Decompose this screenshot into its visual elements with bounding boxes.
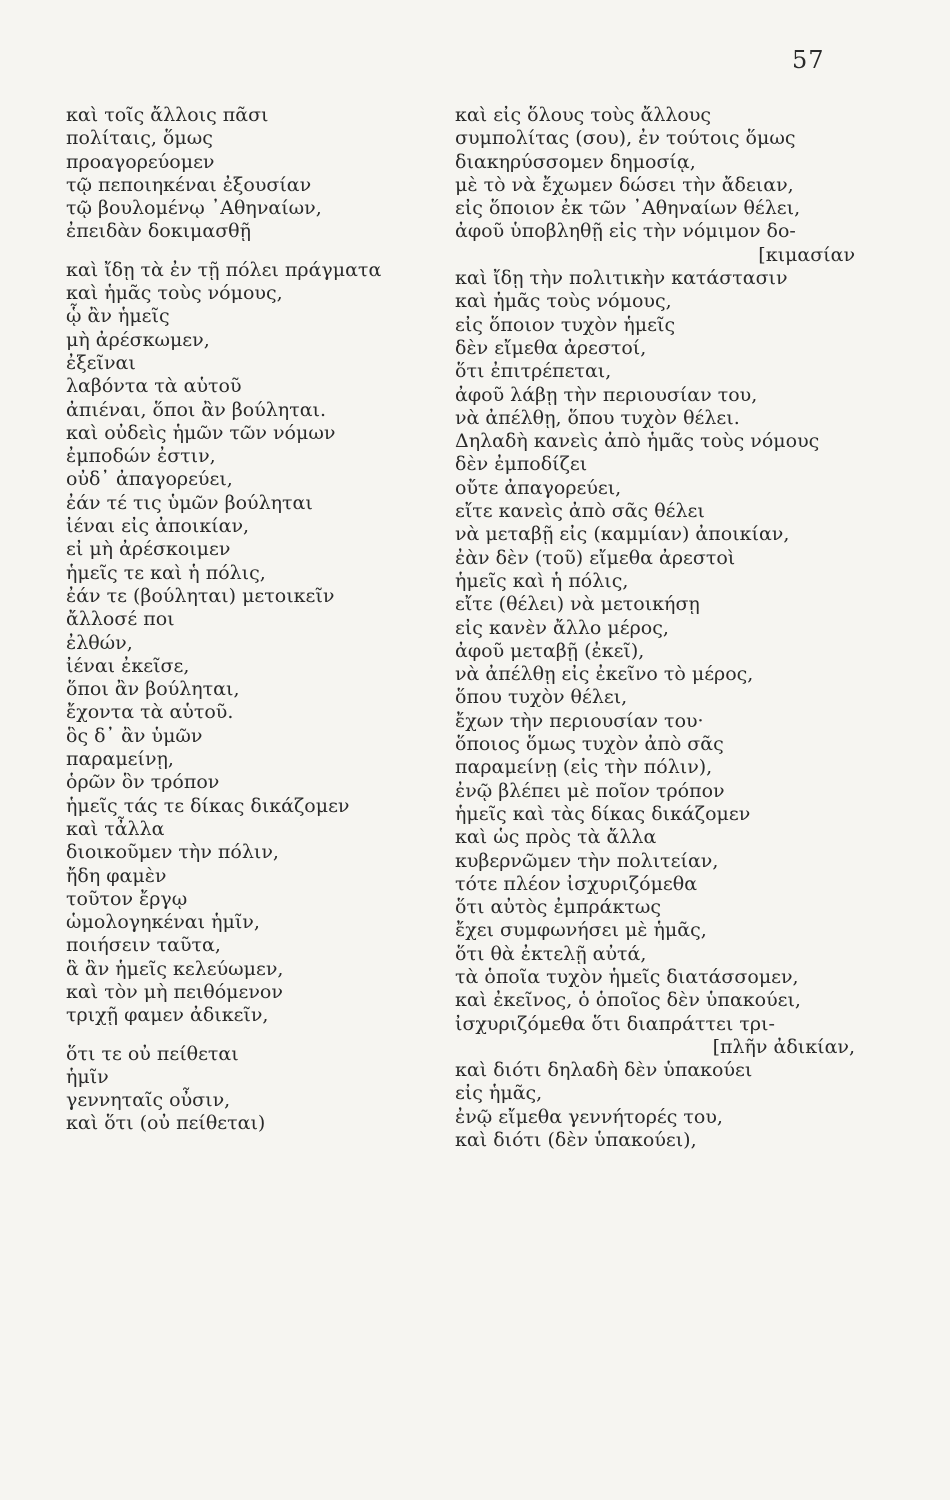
original-text-line: ὅποι ἂν βούληται, (66, 678, 240, 701)
original-text-line: ἐάν τε (βούληται) μετοικεῖν (66, 584, 335, 607)
original-text-line: ἃ ἂν ἡμεῖς κελεύωμεν, (66, 957, 284, 980)
original-text-line: καὶ ἡμᾶς τοὺς νόμους, (66, 282, 283, 305)
original-text-line: διοικοῦμεν τὴν πόλιν, (66, 841, 279, 864)
translation-text-line: καὶ ἡμᾶς τοὺς νόμους, (455, 290, 672, 313)
translation-text-line: καὶ εἰς ὅλους τοὺς ἄλλους (455, 104, 712, 126)
translation-text-line: ἐὰν δὲν (τοῦ) εἴμεθα ἀρεστοὶ (455, 546, 736, 569)
original-text-line: ᾧ ἂν ἡμεῖς (66, 305, 170, 328)
original-text-line: καὶ τοῖς ἄλλοις πᾶσι (66, 104, 269, 126)
translation-text-line: εἴτε κανεὶς ἀπὸ σᾶς θέλει (455, 500, 705, 523)
translation-text-line: δὲν εἴμεθα ἀρεστοί, (455, 336, 647, 359)
original-text-line: καὶ τὸν μὴ πειθόμενον (66, 980, 283, 1003)
original-text-line: ἡμεῖς τε καὶ ἡ πόλις, (66, 561, 266, 584)
translation-text-line: ἀφοῦ μεταβῇ (ἐκεῖ), (455, 639, 645, 662)
original-text-line: καὶ τἆλλα (66, 817, 165, 840)
translation-text-line: εἰς ἡμᾶς, (455, 1082, 543, 1105)
original-text-line: τῷ βουλομένῳ ᾿Αθηναίων, (66, 197, 322, 220)
original-text-line: ἐάν τέ τις ὑμῶν βούληται (66, 491, 313, 514)
translation-text-line: ὅπου τυχὸν θέλει, (455, 686, 628, 709)
translation-text-line: ὅτι θὰ ἐκτελῇ αὐτά, (455, 942, 647, 965)
translation-text-line: ὅτι αὐτὸς ἐμπράκτως (455, 896, 662, 919)
translation-text-line: ἀφοῦ ὑποβληθῇ εἰς τὴν νόμιμον δο- (455, 220, 796, 243)
original-text-line: τῷ πεποιηκέναι ἐξουσίαν (66, 173, 312, 196)
original-text-line: ἐμποδών ἐστιν, (66, 445, 216, 468)
original-text-line: καὶ ὅτι (οὐ πείθεται) (66, 1112, 266, 1135)
translation-text-line: καὶ ἐκεῖνος, ὁ ὁποῖος δὲν ὑπακούει, (455, 989, 801, 1012)
translation-text-line: τὰ ὁποῖα τυχὸν ἡμεῖς διατάσσομεν, (455, 965, 799, 988)
translation-text-line: καὶ ὡς πρὸς τὰ ἄλλα (455, 826, 657, 849)
original-text-line: ἐλθών, (66, 631, 133, 654)
original-text-line: ποιήσειν ταῦτα, (66, 934, 221, 957)
translation-text-line: τότε πλέον ἰσχυριζόμεθα (455, 872, 698, 895)
translation-text-line: καὶ διότι (δὲν ὑπακούει), (455, 1129, 697, 1152)
translation-text-line: οὔτε ἀπαγορεύει, (455, 476, 622, 499)
translation-text-line: ἡμεῖς καὶ ἡ πόλις, (455, 569, 629, 592)
original-text-line: ἡμεῖς τάς τε δίκας δικάζομεν (66, 794, 350, 817)
translation-text-line: μὲ τὸ νὰ ἔχωμεν δώσει τὴν ἄδειαν, (455, 173, 794, 196)
translation-text-line: διακηρύσσομεν δημοσίᾳ, (455, 150, 696, 173)
greek-original-column (66, 104, 466, 1136)
original-text-line: τοῦτον ἔργῳ (66, 887, 188, 910)
translation-text-line: ὅτι ἐπιτρέπεται, (455, 360, 612, 383)
original-text-line: πολίταις, ὅμως (66, 127, 213, 150)
original-text-line: ἐπειδὰν δοκιμασθῇ (66, 220, 252, 243)
translation-text-line: εἰς ὅποιον ἐκ τῶν ᾿Αθηναίων θέλει, (455, 197, 801, 220)
original-text-line: καὶ οὐδεὶς ἡμῶν τῶν νόμων (66, 421, 336, 444)
translation-text-line: [κιμασίαν (758, 243, 855, 266)
translation-text-line: ἡμεῖς καὶ τὰς δίκας δικάζομεν (455, 802, 751, 825)
original-text-line (66, 1028, 466, 1043)
original-text-line: ἐξεῖναι (66, 351, 136, 374)
translation-text-line: ἔχων τὴν περιουσίαν του· (455, 709, 704, 732)
translation-text-line: εἴτε (θέλει) νὰ μετοικήσῃ (455, 593, 700, 616)
original-text-line: τριχῇ φαμεν ἀδικεῖν, (66, 1004, 269, 1027)
original-text-line: ἀπιέναι, ὅποι ἂν βούληται. (66, 398, 327, 421)
translation-text-line: νὰ ἀπέλθῃ, ὅπου τυχὸν θέλει. (455, 406, 740, 429)
translation-text-line: ἐνῷ εἴμεθα γεννήτορές του, (455, 1105, 723, 1128)
original-text-line: ὅτι τε οὐ πείθεται (66, 1042, 239, 1065)
translation-text-line: ὅποιος ὅμως τυχὸν ἀπὸ σᾶς (455, 733, 724, 756)
original-text-line: γεννηταῖς οὖσιν, (66, 1089, 231, 1112)
translation-text-line: [πλῆν ἀδικίαν, (712, 1035, 855, 1058)
page-number: 57 (792, 46, 825, 74)
original-text-line: ὡμολογηκέναι ἡμῖν, (66, 911, 260, 934)
translation-text-line: νὰ ἀπέλθῃ εἰς ἐκεῖνο τὸ μέρος, (455, 663, 754, 686)
translation-text-line: εἰς ὅποιον τυχὸν ἡμεῖς (455, 313, 676, 336)
original-text-line: ὃς δ᾿ ἂν ὑμῶν (66, 724, 203, 747)
translation-text-line: ἰσχυριζόμεθα ὅτι διαπράττει τρι- (455, 1012, 775, 1035)
translation-text-line: νὰ μεταβῇ εἰς (καμμίαν) ἀποικίαν, (455, 523, 790, 546)
translation-text-line: συμπολίτας (σου), ἐν τούτοις ὅμως (455, 127, 796, 150)
original-text-line: ἤδη φαμὲν (66, 864, 167, 887)
original-text-line: ἔχοντα τὰ αὑτοῦ. (66, 701, 234, 724)
original-text-line: παραμείνῃ, (66, 748, 174, 771)
translation-text-line: δὲν ἐμποδίζει (455, 453, 588, 476)
original-text-line: προαγορεύομεν (66, 150, 215, 173)
original-text-line: μὴ ἀρέσκωμεν, (66, 328, 210, 351)
translation-text-line: ἐνῷ βλέπει μὲ ποῖον τρόπον (455, 779, 725, 802)
original-text-line: καὶ ἴδῃ τὰ ἐν τῇ πόλει πράγματα (66, 258, 382, 281)
translation-text-line: καὶ διότι δηλαδὴ δὲν ὑπακούει (455, 1059, 753, 1082)
original-text-line: ἄλλοσέ ποι (66, 608, 175, 631)
original-text-line: οὐδ᾿ ἀπαγορεύει, (66, 468, 233, 491)
translation-text-line: ἔχει συμφωνήσει μὲ ἡμᾶς, (455, 919, 707, 942)
translation-text-line: εἰς κανὲν ἄλλο μέρος, (455, 616, 669, 639)
original-text-line: ἡμῖν (66, 1065, 109, 1088)
original-text-line: ἰέναι εἰς ἀποικίαν, (66, 515, 250, 538)
translation-text-line: παραμείνῃ (εἰς τὴν πόλιν), (455, 756, 713, 779)
translation-text-line: ἀφοῦ λάβῃ τὴν περιουσίαν του, (455, 383, 758, 406)
original-text-line: λαβόντα τὰ αὑτοῦ (66, 375, 242, 398)
translation-text-line: Δηλαδὴ κανεὶς ἀπὸ ἡμᾶς τοὺς νόμους (455, 430, 820, 453)
original-text-line: ὁρῶν ὃν τρόπον (66, 771, 220, 794)
translation-text-line: κυβερνῶμεν τὴν πολιτείαν, (455, 849, 719, 872)
original-text-line: εἰ μὴ ἀρέσκοιμεν (66, 538, 231, 561)
modern-greek-translation-column (455, 104, 855, 1152)
original-text-line: ἰέναι ἐκεῖσε, (66, 654, 190, 677)
original-text-line (66, 244, 466, 259)
translation-text-line: καὶ ἴδῃ τὴν πολιτικὴν κατάστασιν (455, 267, 788, 290)
